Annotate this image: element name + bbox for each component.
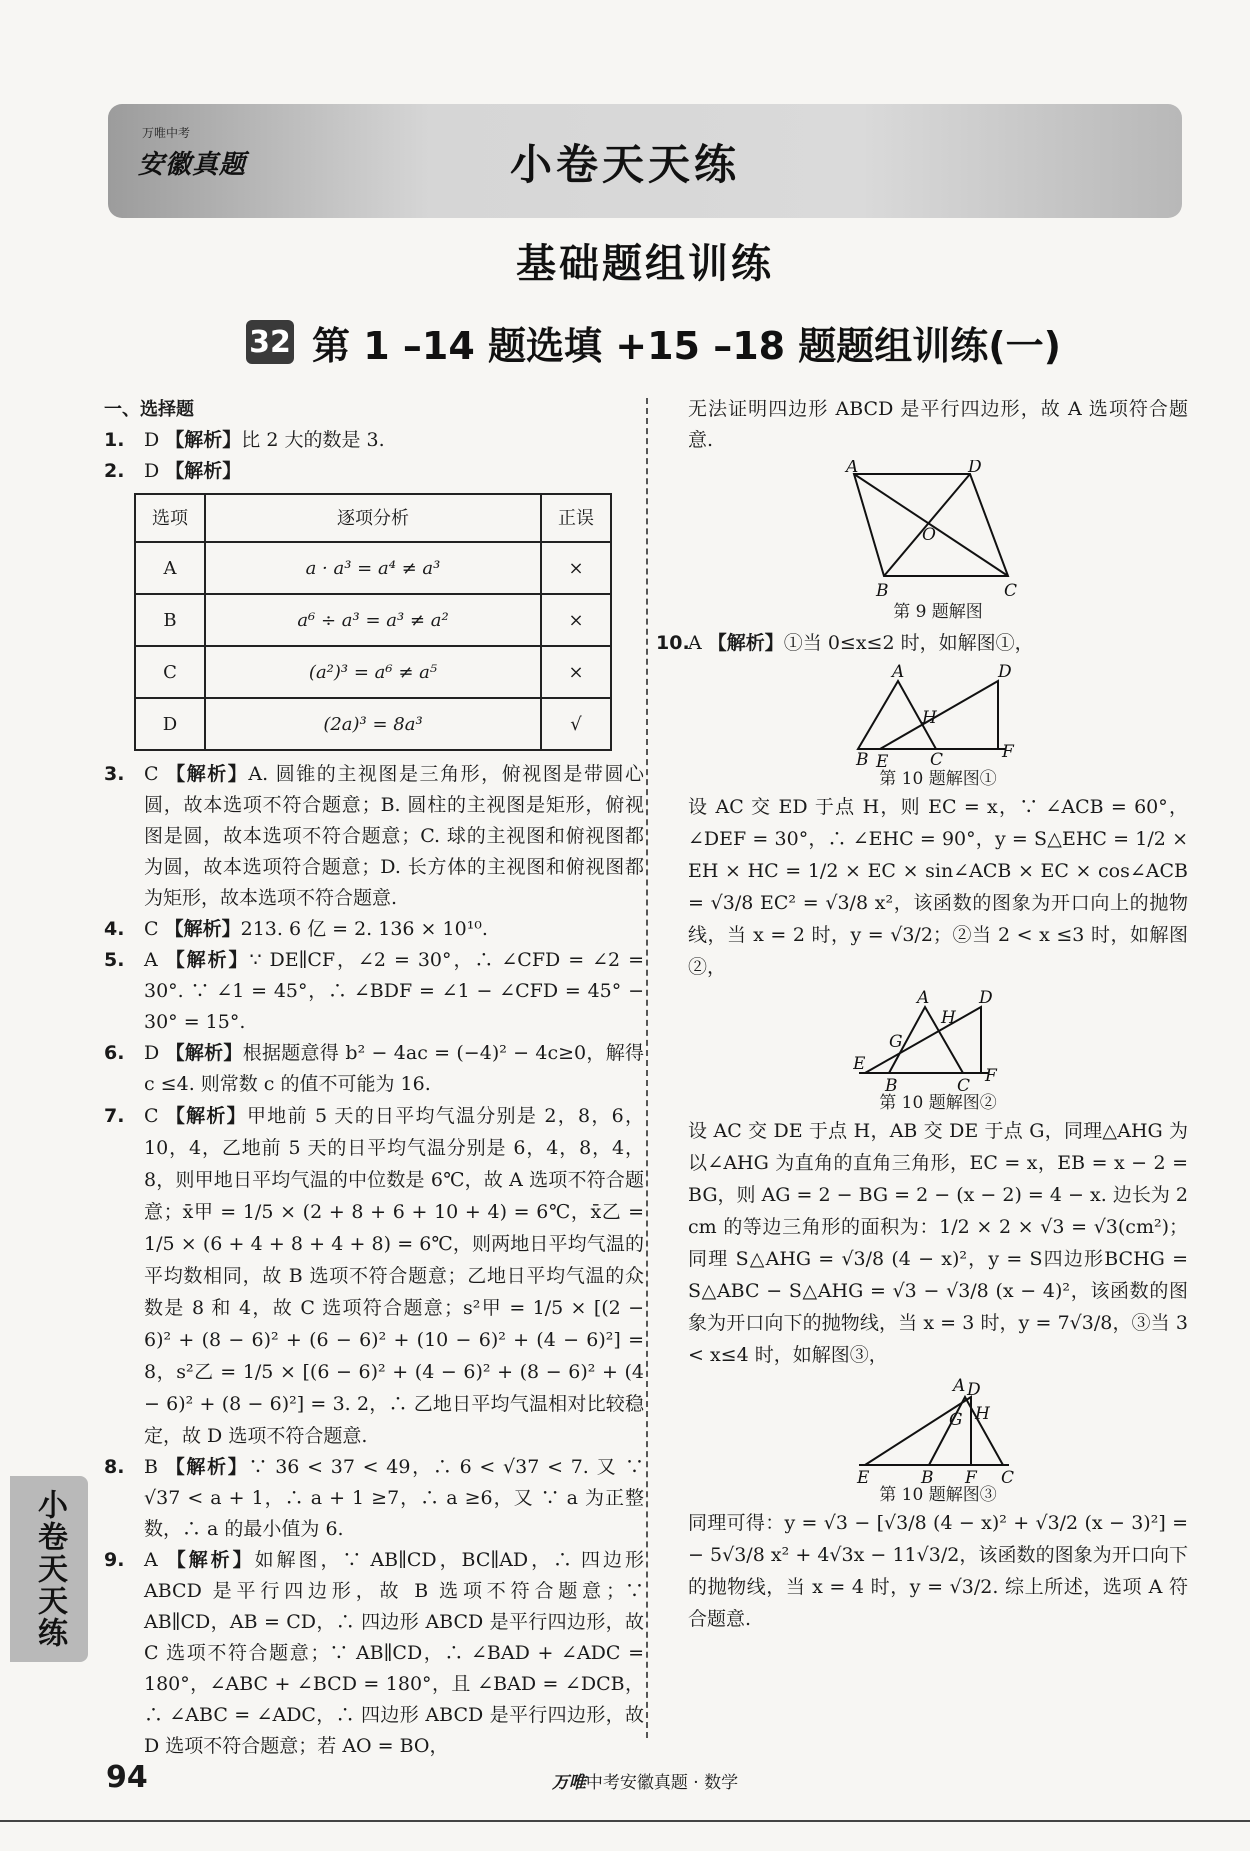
question-number: 1. — [104, 429, 125, 451]
side-tab: 小卷天天练 — [10, 1476, 88, 1662]
table-cell: × — [541, 646, 611, 698]
fig-label: E — [857, 1468, 870, 1483]
fig-label: F — [965, 1468, 977, 1483]
analysis-tag: 【解析】 — [165, 460, 242, 482]
question-number: 9. — [104, 1549, 125, 1571]
footer-brand-logo: 万唯 — [551, 1773, 586, 1793]
figure-caption: 第 9 题解图 — [893, 602, 983, 622]
fig-label: E — [853, 1054, 866, 1074]
lesson-title — [246, 316, 1061, 368]
page-number: 94 — [106, 1760, 148, 1795]
table-cell: D — [135, 698, 205, 750]
question-4 — [104, 914, 644, 945]
table-cell: (a²)³ = a⁶ ≠ a⁵ — [205, 646, 541, 698]
question-text: 甲地前 5 天的日平均气温分别是 2，8，6，10，4，乙地前 5 天的日平均气温分别是 6，4，8，4，8，则甲地日平均气温的中位数是 6℃，故 A 选项不符合题意；x̄甲 = 1/5 × (2 + 8 + 6 + 10 + 4) = 6℃，x̄乙 = 1/5 × (6 + 4 + 8 + 4 + 8) = 6℃，则两地日平均气温的平均数相同，故 B 选项不符合题意；乙地日平均气温的众数是 8 和 4，故 C 选项符合题意；s²甲 = 1/5 × [(2 − 6)² + (8 − 6)² + (6 − 6)² + (10 − 6)² + (4 − 6)²] = 8，s²乙 = 1/5 × [(6 − 6)² + (4 − 6)² + (8 − 6)² + (4 − 6)² + (8 − 6)²] = 3. 2，∴ 乙地日平均气温相对比较稳定，故 D 选项不符合题意. — [144, 1105, 644, 1447]
analysis-tag: 【解析】 — [165, 1456, 249, 1478]
question-1 — [104, 425, 644, 456]
paragraph: 设 AC 交 ED 于点 H，则 EC = x，∵ ∠ACB = 60°，∠DEF = 30°，∴ ∠EHC = 90°，y = S△EHC = 1/2 × EH × HC = 1/2 × EC × sin∠ACB × EC × cos∠ACB = √3/8 EC² = √3/8 x²，该函数的图象为开口向上的抛物线，当 x = 2 时，y = √3/2；②当 2 < x ≤3 时，如解图②， — [688, 796, 1188, 978]
analysis-tag: 【解析】 — [166, 1549, 255, 1571]
question-number: 3. — [104, 763, 125, 785]
right-column — [656, 394, 1188, 1635]
table-cell: A — [135, 542, 205, 594]
figure-caption: 第 10 题解图③ — [879, 1485, 997, 1505]
fig-label: D — [979, 988, 993, 1008]
header-title: 小卷天天练 — [509, 140, 740, 189]
analysis-tag: 【解析】 — [165, 429, 242, 451]
answer: A — [688, 632, 702, 654]
fig-label: H — [941, 1008, 956, 1028]
brand-small-text: 万唯中考 — [142, 126, 191, 140]
fig-label: C — [957, 1076, 971, 1091]
paragraph: 设 AC 交 DE 于点 H，AB 交 DE 于点 G，同理△AHG 为以∠AHG 为直角的直角三角形，EC = x，EB = x − 2 = BG，则 AG = 2 − BG = 2 − (x − 2) = 4 − x. 边长为 2 cm 的等边三角形的面积为：1/2 × 2 × √3 = √3(cm²)；同理 S△AHG = √3/8 (4 − x)²，y = S四边形BCHG = S△ABC − S△AHG = √3 − √3/8 (x − 4)²，该函数的图象为开口向下的抛物线，当 x = 3 时，y = 7√3/8，③当 3 < x≤4 时，如解图③， — [688, 1120, 1188, 1366]
fig-label: F — [1002, 742, 1014, 762]
lesson-number-badge: 32 — [246, 320, 294, 364]
footer-brand — [0, 1768, 1250, 1793]
paragraph: 同理可得：y = √3 − [√3/8 (4 − x)² + √3/2 (x − 3)²] = − 5√3/8 x² + 4√3x − 11√3/2，该函数的图象为开口向下的抛物线，当 x = 4 时，y = √3/2. 综上所述，选项 A 符合题意. — [688, 1512, 1188, 1630]
question-text: ①当 0≤x≤2 时，如解图①， — [783, 632, 1034, 654]
question-9 — [104, 1545, 644, 1762]
fig-label: F — [985, 1066, 997, 1086]
fig-label: H — [975, 1404, 990, 1424]
fig-label: B — [856, 750, 869, 767]
column-divider — [646, 398, 648, 1738]
table-header: 选项 — [135, 494, 205, 542]
figure-10-1 — [848, 663, 1028, 767]
footer-rule — [0, 1820, 1250, 1822]
table-row — [135, 698, 611, 750]
lesson-title-text: 第 1 –14 题选填 +15 –18 题题组训练(一) — [312, 323, 1062, 368]
table-cell: × — [541, 542, 611, 594]
table-cell: B — [135, 594, 205, 646]
question-text: A. 圆锥的主视图是三角形，俯视图是带圆心圆，故本选项不符合题意；B. 圆柱的主视图是矩形，俯视图是圆，故本选项不符合题意；C. 球的主视图和俯视图都为圆，故本选项符合题意；D. 长方体的主视图和俯视图都为矩形，故本选项不符合题意. — [144, 763, 644, 909]
answer: D — [144, 429, 160, 451]
question-7 — [104, 1100, 644, 1452]
fig-label: C — [930, 750, 944, 767]
paragraph: 无法证明四边形 ABCD 是平行四边形，故 A 选项符合题意. — [688, 398, 1188, 451]
question-number: 10. — [656, 632, 690, 654]
figure-caption: 第 10 题解图① — [879, 769, 997, 789]
question-text: 如解图，∵ AB∥CD，BC∥AD，∴ 四边形 ABCD 是平行四边形，故 B 选项不符合题意；∵ AB∥CD，AB = CD，∴ 四边形 ABCD 是平行四边形，故 C 选项不符合题意；∵ AB∥CD，∴ ∠BAD + ∠ADC = 180°，∠ABC + ∠BCD = 180°，且 ∠BAD = ∠DCB，∴ ∠ABC = ∠ADC，∴ 四边形 ABCD 是平行四边形，故 D 选项不符合题意；若 AO = BO， — [144, 1549, 644, 1757]
question-3 — [104, 759, 644, 914]
fig-label: D — [967, 1380, 981, 1400]
question-number: 2. — [104, 460, 125, 482]
answer: D — [144, 460, 160, 482]
table-header: 逐项分析 — [205, 494, 541, 542]
question-number: 8. — [104, 1456, 125, 1478]
question-8 — [104, 1452, 644, 1545]
table-cell: C — [135, 646, 205, 698]
fig-label: O — [922, 525, 936, 545]
answer: C — [144, 1105, 159, 1127]
question-10 — [656, 628, 1188, 659]
answer: C — [144, 763, 159, 785]
analysis-tag: 【解析】 — [164, 918, 241, 940]
table-header-row — [135, 494, 611, 542]
analysis-table — [134, 493, 612, 751]
table-row — [135, 542, 611, 594]
question-text: 比 2 大的数是 3. — [241, 429, 385, 451]
table-header: 正误 — [541, 494, 611, 542]
fig-label: G — [949, 1410, 963, 1430]
analysis-tag: 【解析】 — [166, 763, 249, 785]
table-cell: √ — [541, 698, 611, 750]
figure-caption: 第 10 题解图② — [879, 1093, 997, 1113]
question-5 — [104, 945, 644, 1038]
analysis-tag: 【解析】 — [165, 949, 250, 971]
answer: A — [144, 1549, 158, 1571]
question-text: 213. 6 亿 = 2. 136 × 10¹⁰. — [240, 918, 488, 940]
fig-label: A — [953, 1376, 966, 1396]
fig-label: D — [998, 663, 1012, 682]
question-number: 6. — [104, 1042, 125, 1064]
fig-label: A — [917, 988, 930, 1008]
question-number: 5. — [104, 949, 125, 971]
question-text: ∵ DE∥CF，∠2 = 30°，∴ ∠CFD = ∠2 = 30°. ∵ ∠1 = 45°，∴ ∠BDF = ∠1 − ∠CFD = 45° − 30° = 15°. — [144, 949, 644, 1033]
brand-big-text: 安徽真题 — [138, 150, 247, 180]
fig-label: B — [885, 1076, 898, 1091]
table-cell: a⁶ ÷ a³ = a³ ≠ a² — [205, 594, 541, 646]
figure-10-3 — [853, 1375, 1023, 1483]
fig-label: H — [922, 708, 937, 728]
table-row — [135, 646, 611, 698]
analysis-tag: 【解析】 — [165, 1105, 247, 1127]
left-column — [104, 394, 644, 1762]
fig-label: C — [1001, 1468, 1015, 1483]
footer-text: 中考安徽真题 · 数学 — [585, 1773, 739, 1793]
fig-label: G — [889, 1032, 903, 1052]
fig-label: A — [892, 663, 905, 682]
figure-9-parallelogram — [828, 460, 1048, 600]
fig-label: E — [876, 752, 889, 767]
answer: B — [144, 1456, 158, 1478]
question-text: ∵ 36 < 37 < 49，∴ 6 < √37 < 7. 又 ∵ √37 < a + 1，∴ a + 1 ≥7，∴ a ≥6，又 ∵ a 为正整数，∴ a 的最小值为 6. — [144, 1456, 644, 1540]
question-number: 4. — [104, 918, 125, 940]
table-cell: × — [541, 594, 611, 646]
table-cell: a · a³ = a⁴ ≠ a³ — [205, 542, 541, 594]
fig-label: D — [968, 460, 982, 477]
fig-label: B — [876, 581, 889, 600]
table-cell: (2a)³ = 8a³ — [205, 698, 541, 750]
section-heading: 一、选择题 — [104, 399, 194, 420]
answer: A — [144, 949, 158, 971]
analysis-tag: 【解析】 — [707, 632, 784, 654]
fig-label: B — [921, 1468, 934, 1483]
question-2 — [104, 456, 644, 487]
fig-label: A — [846, 460, 859, 477]
section-title: 基础题组训练 — [516, 241, 774, 287]
answer: D — [144, 1042, 160, 1064]
table-row — [135, 594, 611, 646]
answer: C — [144, 918, 159, 940]
question-6 — [104, 1038, 644, 1100]
question-number: 7. — [104, 1105, 125, 1127]
question-text: 根据题意得 b² − 4ac = (−4)² − 4c≥0，解得 c ≤4. 则常数 c 的值不可能为 16. — [144, 1042, 644, 1095]
analysis-tag: 【解析】 — [165, 1042, 243, 1064]
figure-10-2 — [853, 987, 1023, 1091]
fig-label: C — [1004, 581, 1018, 600]
